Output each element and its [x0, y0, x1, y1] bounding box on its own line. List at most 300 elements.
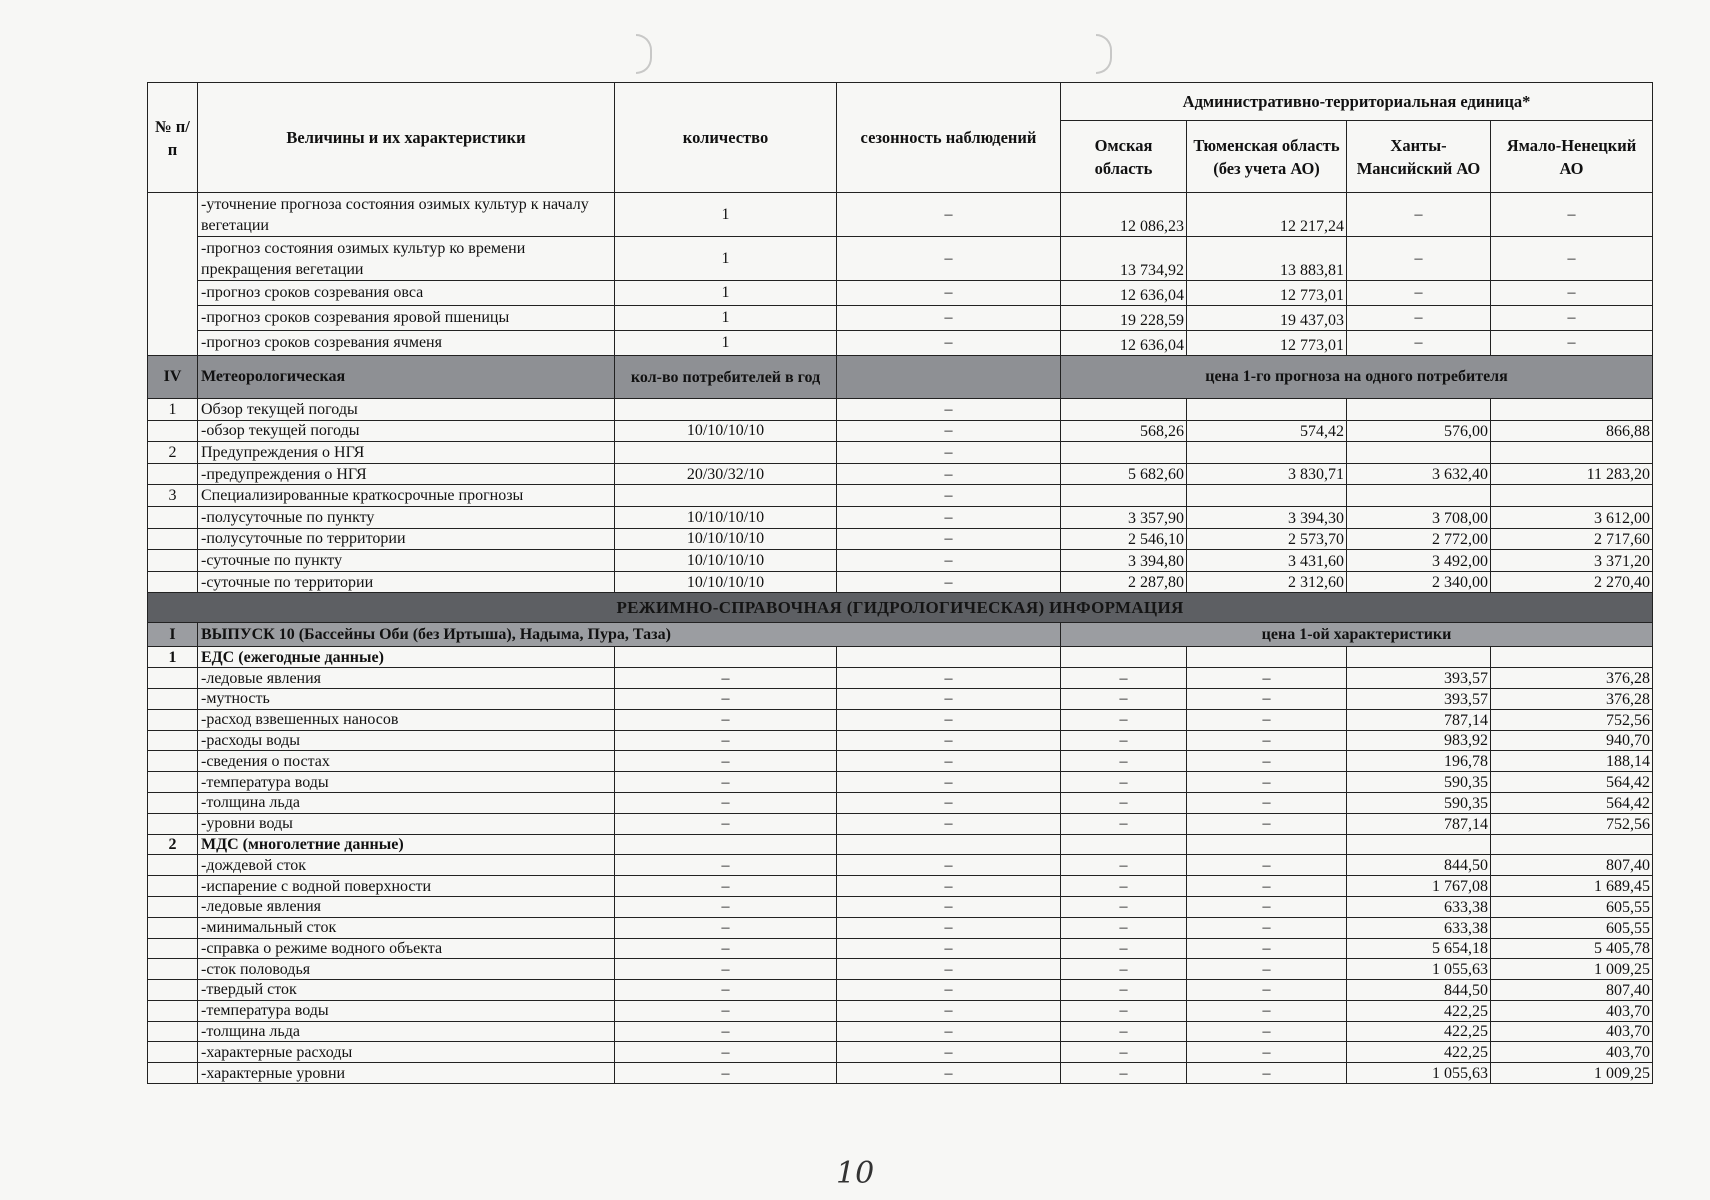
table-row	[148, 399, 1653, 421]
table-row	[148, 709, 1653, 730]
row-number	[148, 1021, 198, 1042]
row-value	[1491, 442, 1653, 464]
table-row	[148, 193, 1653, 237]
row-dash: –	[615, 1021, 837, 1042]
row-value: 605,55	[1491, 896, 1653, 917]
row-dash: –	[1187, 1021, 1347, 1042]
row-dash: –	[615, 1063, 837, 1084]
table-row	[148, 876, 1653, 897]
release-number: I	[148, 623, 198, 647]
row-dash: –	[837, 1042, 1061, 1063]
table-row	[148, 1063, 1653, 1084]
row-value: 188,14	[1491, 751, 1653, 772]
section-title: Метеорологическая	[198, 356, 615, 399]
row-value: 19 437,03	[1187, 306, 1347, 331]
row-dash: –	[615, 855, 837, 876]
row-value: 752,56	[1491, 813, 1653, 834]
empty-cell	[1347, 647, 1491, 668]
table-row	[148, 331, 1653, 356]
row-quantity: 1	[615, 331, 837, 356]
row-value: 2 287,80	[1061, 571, 1187, 593]
row-value: 1 055,63	[1347, 1063, 1491, 1084]
row-name: -обзор текущей погоды	[198, 420, 615, 442]
row-quantity: 1	[615, 306, 837, 331]
row-season: –	[837, 420, 1061, 442]
row-dash: –	[1061, 813, 1187, 834]
row-name: -ледовые явления	[198, 896, 615, 917]
table-row	[148, 1000, 1653, 1021]
row-dash: –	[837, 792, 1061, 813]
row-value: 633,38	[1347, 917, 1491, 938]
row-dash: –	[837, 1000, 1061, 1021]
row-dash: –	[1061, 772, 1187, 793]
row-dash: –	[1061, 751, 1187, 772]
row-name: -ледовые явления	[198, 668, 615, 689]
row-dash: –	[1187, 709, 1347, 730]
row-dash: –	[615, 792, 837, 813]
row-dash: –	[1187, 792, 1347, 813]
tariff-table	[147, 82, 1653, 1084]
row-value	[1187, 399, 1347, 421]
section-price-header: цена 1-го прогноза на одного потребителя	[1061, 356, 1653, 399]
row-name: -предупреждения о НГЯ	[198, 463, 615, 485]
group-number: 1	[148, 647, 198, 668]
section-qty-header: кол-во потребителей в год	[615, 356, 837, 399]
row-value: 422,25	[1347, 1021, 1491, 1042]
table-row	[148, 528, 1653, 550]
empty-cell	[1491, 834, 1653, 855]
row-dash: –	[1187, 751, 1347, 772]
row-dash: –	[615, 896, 837, 917]
row-value: 568,26	[1061, 420, 1187, 442]
row-dash: –	[837, 896, 1061, 917]
empty-cell	[1347, 834, 1491, 855]
table-row	[148, 917, 1653, 938]
table-row	[148, 730, 1653, 751]
row-dash: –	[1187, 980, 1347, 1001]
row-dash: –	[615, 980, 837, 1001]
row-name: -мутность	[198, 688, 615, 709]
row-name: -уточнение прогноза состояния озимых культур к началу вегетации	[198, 193, 615, 237]
row-season: –	[837, 331, 1061, 356]
row-value: 5 405,78	[1491, 938, 1653, 959]
row-quantity: 20/30/32/10	[615, 463, 837, 485]
row-dash: –	[1061, 1063, 1187, 1084]
row-value: 564,42	[1491, 792, 1653, 813]
row-value: –	[1347, 306, 1491, 331]
row-number	[148, 571, 198, 593]
row-value: 787,14	[1347, 813, 1491, 834]
row-number	[148, 876, 198, 897]
row-dash: –	[837, 917, 1061, 938]
row-name: -уровни воды	[198, 813, 615, 834]
row-number	[148, 813, 198, 834]
table-row	[148, 896, 1653, 917]
row-dash: –	[1061, 1000, 1187, 1021]
group-title: МДС (многолетние данные)	[198, 834, 615, 855]
row-season: –	[837, 399, 1061, 421]
row-dash: –	[1061, 938, 1187, 959]
row-dash: –	[1187, 688, 1347, 709]
row-dash: –	[837, 772, 1061, 793]
row-value: 12 636,04	[1061, 331, 1187, 356]
row-value: 3 830,71	[1187, 463, 1347, 485]
row-dash: –	[615, 1042, 837, 1063]
row-value: 12 773,01	[1187, 281, 1347, 306]
row-value: 403,70	[1491, 1042, 1653, 1063]
row-value: 2 270,40	[1491, 571, 1653, 593]
row-value: 19 228,59	[1061, 306, 1187, 331]
table-row	[148, 1021, 1653, 1042]
row-dash: –	[615, 751, 837, 772]
header-region-khmao: Ханты-Мансийский АО	[1347, 121, 1491, 193]
table-row	[148, 688, 1653, 709]
row-name: -расходы воды	[198, 730, 615, 751]
row-number	[148, 528, 198, 550]
row-quantity: 10/10/10/10	[615, 506, 837, 528]
row-value: 13 734,92	[1061, 237, 1187, 281]
row-number	[148, 193, 198, 356]
row-value: –	[1347, 237, 1491, 281]
row-dash: –	[1187, 855, 1347, 876]
row-value: 2 340,00	[1347, 571, 1491, 593]
row-dash: –	[1187, 1000, 1347, 1021]
table-row	[148, 751, 1653, 772]
row-number	[148, 688, 198, 709]
row-number	[148, 1000, 198, 1021]
row-dash: –	[1061, 1042, 1187, 1063]
row-value	[1347, 442, 1491, 464]
row-value	[1061, 442, 1187, 464]
table-row	[148, 237, 1653, 281]
row-season: –	[837, 506, 1061, 528]
row-number: 2	[148, 442, 198, 464]
table-row	[148, 834, 1653, 855]
row-value: –	[1491, 331, 1653, 356]
row-number	[148, 709, 198, 730]
row-name: -прогноз сроков созревания ячменя	[198, 331, 615, 356]
row-dash: –	[837, 1063, 1061, 1084]
row-dash: –	[615, 688, 837, 709]
table-row	[148, 772, 1653, 793]
table-row	[148, 855, 1653, 876]
row-name: -характерные расходы	[198, 1042, 615, 1063]
page-number: 10	[836, 1156, 875, 1191]
row-quantity: 10/10/10/10	[615, 550, 837, 572]
table-row	[148, 506, 1653, 528]
row-value: 807,40	[1491, 980, 1653, 1001]
row-value	[1187, 485, 1347, 507]
row-dash: –	[615, 730, 837, 751]
row-dash: –	[1061, 980, 1187, 1001]
row-name: -сток половодья	[198, 959, 615, 980]
row-name: -суточные по территории	[198, 571, 615, 593]
row-value: 844,50	[1347, 980, 1491, 1001]
row-value: 1 009,25	[1491, 959, 1653, 980]
row-value: 422,25	[1347, 1042, 1491, 1063]
table-row	[148, 550, 1653, 572]
row-number	[148, 668, 198, 689]
table-row	[148, 571, 1653, 593]
row-value: 1 055,63	[1347, 959, 1491, 980]
table-row	[148, 668, 1653, 689]
row-name: -температура воды	[198, 772, 615, 793]
row-value: 5 654,18	[1347, 938, 1491, 959]
header-region-omsk: Омская область	[1061, 121, 1187, 193]
row-value: 605,55	[1491, 917, 1653, 938]
row-value: 403,70	[1491, 1021, 1653, 1042]
row-season: –	[837, 463, 1061, 485]
row-season: –	[837, 306, 1061, 331]
row-dash: –	[1187, 772, 1347, 793]
row-name: Предупреждения о НГЯ	[198, 442, 615, 464]
row-value: 403,70	[1491, 1000, 1653, 1021]
section-banner: РЕЖИМНО-СПРАВОЧНАЯ (ГИДРОЛОГИЧЕСКАЯ) ИНФОРМАЦИЯ	[148, 593, 1653, 623]
table-row	[148, 463, 1653, 485]
row-number: 3	[148, 485, 198, 507]
row-name: Специализированные краткосрочные прогнозы	[198, 485, 615, 507]
header-admin-unit: Административно-территориальная единица*	[1061, 83, 1653, 121]
row-value: 844,50	[1347, 855, 1491, 876]
row-season: –	[837, 571, 1061, 593]
row-value: 393,57	[1347, 688, 1491, 709]
row-name: -прогноз сроков созревания яровой пшеницы	[198, 306, 615, 331]
row-value: 5 682,60	[1061, 463, 1187, 485]
scan-mark	[1096, 34, 1112, 74]
row-season: –	[837, 485, 1061, 507]
row-quantity: 1	[615, 237, 837, 281]
row-name: -дождевой сток	[198, 855, 615, 876]
row-number	[148, 506, 198, 528]
row-value: 3 371,20	[1491, 550, 1653, 572]
row-name: -прогноз сроков созревания овса	[198, 281, 615, 306]
row-value: 1 689,45	[1491, 876, 1653, 897]
row-number	[148, 896, 198, 917]
empty-cell	[1061, 647, 1187, 668]
row-dash: –	[615, 813, 837, 834]
row-dash: –	[615, 772, 837, 793]
row-value: 13 883,81	[1187, 237, 1347, 281]
row-number	[148, 751, 198, 772]
row-name: Обзор текущей погоды	[198, 399, 615, 421]
row-dash: –	[837, 730, 1061, 751]
row-value: 633,38	[1347, 896, 1491, 917]
row-number: 1	[148, 399, 198, 421]
row-value: 12 217,24	[1187, 193, 1347, 237]
row-value: 983,92	[1347, 730, 1491, 751]
row-value: 2 573,70	[1187, 528, 1347, 550]
row-value: –	[1347, 281, 1491, 306]
table-row	[148, 281, 1653, 306]
row-dash: –	[837, 688, 1061, 709]
row-dash: –	[837, 959, 1061, 980]
header-value: Величины и их характеристики	[198, 83, 615, 193]
row-dash: –	[1187, 668, 1347, 689]
table-row	[148, 356, 1653, 399]
row-value: 787,14	[1347, 709, 1491, 730]
row-name: -справка о режиме водного объекта	[198, 938, 615, 959]
row-dash: –	[1187, 1063, 1347, 1084]
empty-cell	[1187, 647, 1347, 668]
row-season: –	[837, 550, 1061, 572]
row-value: 3 708,00	[1347, 506, 1491, 528]
table-row	[148, 623, 1653, 647]
row-number	[148, 959, 198, 980]
row-dash: –	[1187, 896, 1347, 917]
row-dash: –	[837, 876, 1061, 897]
row-value: 590,35	[1347, 792, 1491, 813]
empty-cell	[615, 834, 837, 855]
row-value: 2 772,00	[1347, 528, 1491, 550]
row-value: 2 546,10	[1061, 528, 1187, 550]
row-value: 11 283,20	[1491, 463, 1653, 485]
row-dash: –	[837, 813, 1061, 834]
row-quantity: 10/10/10/10	[615, 528, 837, 550]
row-value: 393,57	[1347, 668, 1491, 689]
row-dash: –	[1187, 917, 1347, 938]
scan-mark	[636, 34, 652, 74]
row-season: –	[837, 193, 1061, 237]
row-dash: –	[1187, 938, 1347, 959]
row-value	[1187, 442, 1347, 464]
table-row	[148, 792, 1653, 813]
row-name: -сведения о постах	[198, 751, 615, 772]
row-value: –	[1347, 331, 1491, 356]
row-name: -полусуточные по пункту	[198, 506, 615, 528]
row-value: 3 431,60	[1187, 550, 1347, 572]
row-value: 590,35	[1347, 772, 1491, 793]
row-number	[148, 855, 198, 876]
row-quantity	[615, 485, 837, 507]
row-name: -толщина льда	[198, 1021, 615, 1042]
table-row	[148, 442, 1653, 464]
row-dash: –	[1187, 959, 1347, 980]
row-number	[148, 772, 198, 793]
row-name: -расход взвешенных наносов	[198, 709, 615, 730]
row-value	[1061, 399, 1187, 421]
table-row	[148, 593, 1653, 623]
row-quantity	[615, 442, 837, 464]
group-number: 2	[148, 834, 198, 855]
row-dash: –	[1061, 896, 1187, 917]
row-name: -суточные по пункту	[198, 550, 615, 572]
section-number: IV	[148, 356, 198, 399]
row-value: 3 394,30	[1187, 506, 1347, 528]
row-number	[148, 938, 198, 959]
row-value: –	[1491, 193, 1653, 237]
row-name: -температура воды	[198, 1000, 615, 1021]
row-dash: –	[1187, 730, 1347, 751]
row-value: 196,78	[1347, 751, 1491, 772]
table-row	[148, 959, 1653, 980]
empty-cell	[615, 647, 837, 668]
row-season: –	[837, 442, 1061, 464]
row-dash: –	[1061, 730, 1187, 751]
row-dash: –	[1061, 855, 1187, 876]
table-row	[148, 420, 1653, 442]
row-quantity	[615, 399, 837, 421]
table-row	[148, 938, 1653, 959]
table-row	[148, 813, 1653, 834]
row-value: 3 612,00	[1491, 506, 1653, 528]
row-value: 3 492,00	[1347, 550, 1491, 572]
empty-cell	[837, 647, 1061, 668]
table-body	[148, 193, 1653, 1084]
row-dash: –	[837, 709, 1061, 730]
row-value: 3 394,80	[1061, 550, 1187, 572]
row-dash: –	[837, 855, 1061, 876]
row-dash: –	[1187, 813, 1347, 834]
row-quantity: 10/10/10/10	[615, 420, 837, 442]
row-number	[148, 792, 198, 813]
row-number	[148, 550, 198, 572]
row-number	[148, 1063, 198, 1084]
row-name: -испарение с водной поверхности	[198, 876, 615, 897]
row-value: 2 717,60	[1491, 528, 1653, 550]
row-value: 564,42	[1491, 772, 1653, 793]
row-value: 574,42	[1187, 420, 1347, 442]
header-number: № п/п	[148, 83, 198, 193]
row-value	[1061, 485, 1187, 507]
row-dash: –	[615, 709, 837, 730]
row-value: 1 009,25	[1491, 1063, 1653, 1084]
row-value: –	[1491, 281, 1653, 306]
empty-cell	[1187, 834, 1347, 855]
header-region-yanao: Ямало-Ненецкий АО	[1491, 121, 1653, 193]
empty-cell	[837, 834, 1061, 855]
row-dash: –	[1061, 876, 1187, 897]
release-title: ВЫПУСК 10 (Бассейны Оби (без Иртыша), Надыма, Пура, Таза)	[198, 623, 1061, 647]
row-name: -твердый сток	[198, 980, 615, 1001]
row-dash: –	[615, 959, 837, 980]
row-value: 1 767,08	[1347, 876, 1491, 897]
row-value: 422,25	[1347, 1000, 1491, 1021]
row-season: –	[837, 281, 1061, 306]
row-dash: –	[615, 938, 837, 959]
row-dash: –	[1061, 668, 1187, 689]
header-region-tyumen: Тюменская область (без учета АО)	[1187, 121, 1347, 193]
row-value: –	[1491, 306, 1653, 331]
row-value: 12 086,23	[1061, 193, 1187, 237]
row-value: 3 632,40	[1347, 463, 1491, 485]
row-dash: –	[1061, 688, 1187, 709]
row-value	[1347, 399, 1491, 421]
row-value: 12 773,01	[1187, 331, 1347, 356]
row-value: 576,00	[1347, 420, 1491, 442]
row-dash: –	[1061, 792, 1187, 813]
section-empty	[837, 356, 1061, 399]
table-row	[148, 980, 1653, 1001]
row-dash: –	[837, 980, 1061, 1001]
row-value: –	[1347, 193, 1491, 237]
row-dash: –	[1061, 959, 1187, 980]
row-dash: –	[837, 668, 1061, 689]
row-value: 940,70	[1491, 730, 1653, 751]
row-number	[148, 420, 198, 442]
row-value: 376,28	[1491, 668, 1653, 689]
row-dash: –	[837, 751, 1061, 772]
row-value: 866,88	[1491, 420, 1653, 442]
row-value: 12 636,04	[1061, 281, 1187, 306]
row-name: -прогноз состояния озимых культур ко времени прекращения вегетации	[198, 237, 615, 281]
empty-cell	[1061, 834, 1187, 855]
row-name: -толщина льда	[198, 792, 615, 813]
row-dash: –	[1187, 876, 1347, 897]
row-value: 3 357,90	[1061, 506, 1187, 528]
row-dash: –	[837, 938, 1061, 959]
tariff-table-sheet	[147, 82, 1652, 1084]
row-dash: –	[615, 876, 837, 897]
